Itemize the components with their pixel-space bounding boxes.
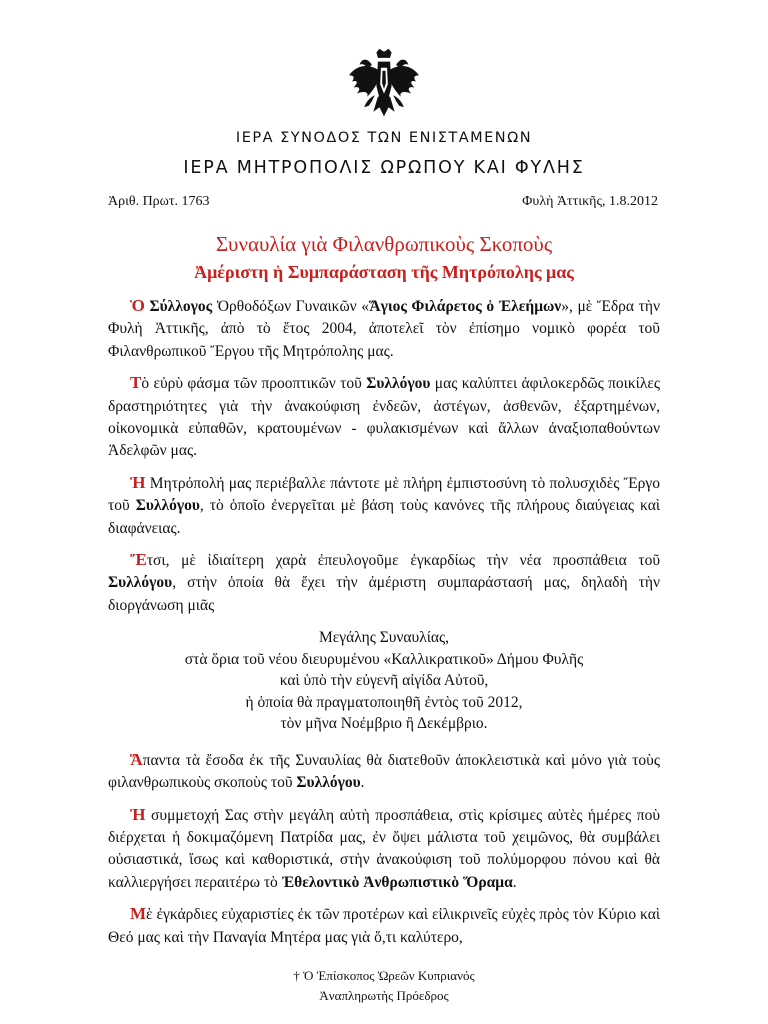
text-run: Ὀρθοδόξων Γυναικῶν « (212, 298, 370, 315)
text-run: συμμετοχή Σας στὴν μεγάλη αὐτὴ προσπάθεια, στὶς κρίσιμες αὐτὲς ἡμέρες ποὺ διέρχεται ἡ δοκιμαζόμενη Πατρίδα μας, ἐν ὄψει μάλιστα τοῦ χειμῶνος, θὰ συμβάλει οὐσιαστικά, ἴσως καὶ καθοριστικά, στὴν ἀνακούφιση τοῦ πολύμορφου πόνου καὶ θὰ καλλιεργήσει περαιτέρω τὸ (108, 806, 660, 891)
bold-text: Συλλόγου (108, 574, 173, 592)
metropolis-name: ΙΕΡΑ ΜΗΤΡΟΠΟΛΙΣ ΩΡΩΠΟΥ ΚΑΙ ΦΥΛΗΣ (183, 158, 585, 178)
paragraph (108, 749, 660, 795)
place-date: Φυλὴ Ἀττικῆς, 1.8.2012 (522, 194, 658, 209)
paragraph (108, 372, 660, 463)
announcement-line (108, 670, 660, 692)
concert-announcement (108, 627, 660, 735)
drop-initial: Μ (130, 904, 147, 924)
text-run: ἡ ὁποία θὰ πραγματοποιηθῆ ἐντὸς τοῦ (245, 693, 488, 711)
bold-text: Συλλόγου (296, 774, 361, 792)
text-run: τσι, μὲ ἰδιαίτερη χαρὰ ἐπευλογοῦμε ἐγκαρδίως τὴν νέα προσπάθεια τοῦ (146, 552, 660, 570)
bold-text: Συλλόγου (135, 497, 200, 515)
synod-name: ΙΕΡΑ ΣΥΝΟΔΟΣ ΤΩΝ ΕΝΙΣΤΑΜΕΝΩΝ (235, 130, 533, 146)
text-run: Μεγάλης Συναυλίας, (318, 629, 450, 647)
text-run: . (512, 873, 517, 891)
protocol-number: Ἀριθ. Πρωτ. 1763 (108, 194, 210, 209)
paragraph (108, 804, 660, 895)
text-run: καὶ ὑπὸ τὴν εὐγενῆ αἰγίδα Αὐτοῦ, (279, 672, 489, 690)
bold-text: Ἅγιος Φιλάρετος ὁ Ἐλεήμων (369, 298, 562, 315)
text-run: , (518, 693, 523, 711)
paragraph (108, 903, 660, 949)
drop-initial: Τ (130, 373, 142, 393)
paragraph (108, 295, 660, 363)
paragraph (108, 549, 660, 617)
text-run: , στὴν ὁποία θὰ ἔχει τὴν ἀμέριστη συμπαράστασή μας, δηλαδὴ τὴν διοργάνωση μιᾶς (108, 574, 660, 614)
drop-initial: Ἔ (130, 550, 147, 570)
text-run: . (360, 774, 365, 792)
text-run: ὸ εὐρὺ φάσμα τῶν προοπτικῶν τοῦ (141, 375, 367, 393)
bold-text: Συλλόγου (366, 375, 431, 393)
announcement-line (108, 692, 660, 714)
drop-initial: Ἡ (130, 804, 146, 824)
drop-initial: Ἅ (130, 749, 143, 769)
bold-text: Καλλικρατικοῦ (391, 650, 487, 668)
text-run: στὰ ὅρια τοῦ νέου διευρυμένου « (184, 650, 392, 668)
announcement-line (108, 649, 660, 671)
bold-text: 2012 (487, 693, 519, 711)
letter-body (108, 295, 660, 958)
bold-text: Ἐθελοντικὸ Ἀνθρωπιστικὸ Ὅραμα (281, 873, 513, 891)
paragraph (108, 472, 660, 540)
text-run: », μὲ Ἕδρα τὴν Φυλὴ Ἀττικῆς, ἀπὸ τὸ ἔτος 2004, ἀποτελεῖ τὸν ἐπίσημο νομικὸ φορέα τοῦ Φιλανθρωπικοῦ Ἔργου τῆς Μητρόπολης μας. (108, 298, 660, 360)
text-run: » Δήμου Φυλῆς (486, 650, 584, 668)
document-title: Συναυλία γιὰ Φιλανθρωπικοὺς Σκοποὺς (215, 232, 553, 256)
text-run: Μητρόπολή μας περιέβαλλε πάντοτε μὲ πλήρη ἐμπιστοσύνη τὸ πολυσχιδὲς Ἔργο τοῦ (108, 474, 660, 515)
signature-block (0, 966, 768, 1006)
bold-text: Σύλλογος (149, 298, 213, 315)
text-run: παντα τὰ ἔσοδα ἐκ τῆς Συναυλίας θὰ διατεθοῦν ἀποκλειστικὰ καὶ μόνο γιὰ τοὺς φιλανθρωπικοὺς σκοποὺς τοῦ (108, 751, 660, 792)
paragraph-group-2 (108, 749, 660, 949)
text-run: μας καλύπτει ἀφιλοκερδῶς ποικίλες δραστηριότητες γιὰ τὴν ἀνακούφιση ἐνδεῶν, ἀστέγων, ἀσθενῶν, ἐξαρτημένων, οἰκονομικὰ εὐπαθῶν, κρατουμένων - φυλακισμένων καὶ ἄλλων ἀναξιοπαθούντων Ἀδελφῶν μας. (108, 375, 660, 460)
signatory-name: † Ὁ Ἐπίσκοπος Ὠρεῶν Κυπριανός (293, 968, 475, 983)
text-run: ὲ ἐγκάρδιες εὐχαριστίες ἐκ τῶν προτέρων καὶ εἰλικρινεῖς εὐχὲς πρὸς τὸν Κύριο καὶ Θεό μας καὶ τὴν Παναγία Μητέρα μας γιὰ ὅ,τι καλύτερο, (108, 906, 660, 946)
drop-initial: Ὁ (130, 296, 145, 315)
double-headed-eagle-icon (346, 48, 422, 124)
announcement-line (108, 713, 660, 735)
paragraph-group-1 (108, 295, 660, 617)
text-run: , τὸ ὁποῖο ἐνεργεῖται μὲ βάση τοὺς κανόνες τῆς πλήρους διαύγειας καὶ διαφάνειας. (108, 497, 660, 537)
signatory-title: Ἀναπληρωτὴς Πρόεδρος (319, 988, 449, 1003)
document-subtitle: Ἀμέριστη ἡ Συμπαράσταση τῆς Μητρόπολης μας (194, 262, 574, 282)
drop-initial: Ἡ (130, 472, 146, 492)
text-run: τὸν μῆνα Νοέμβριο ἢ Δεκέμβριο. (280, 715, 488, 733)
announcement-line (108, 627, 660, 649)
